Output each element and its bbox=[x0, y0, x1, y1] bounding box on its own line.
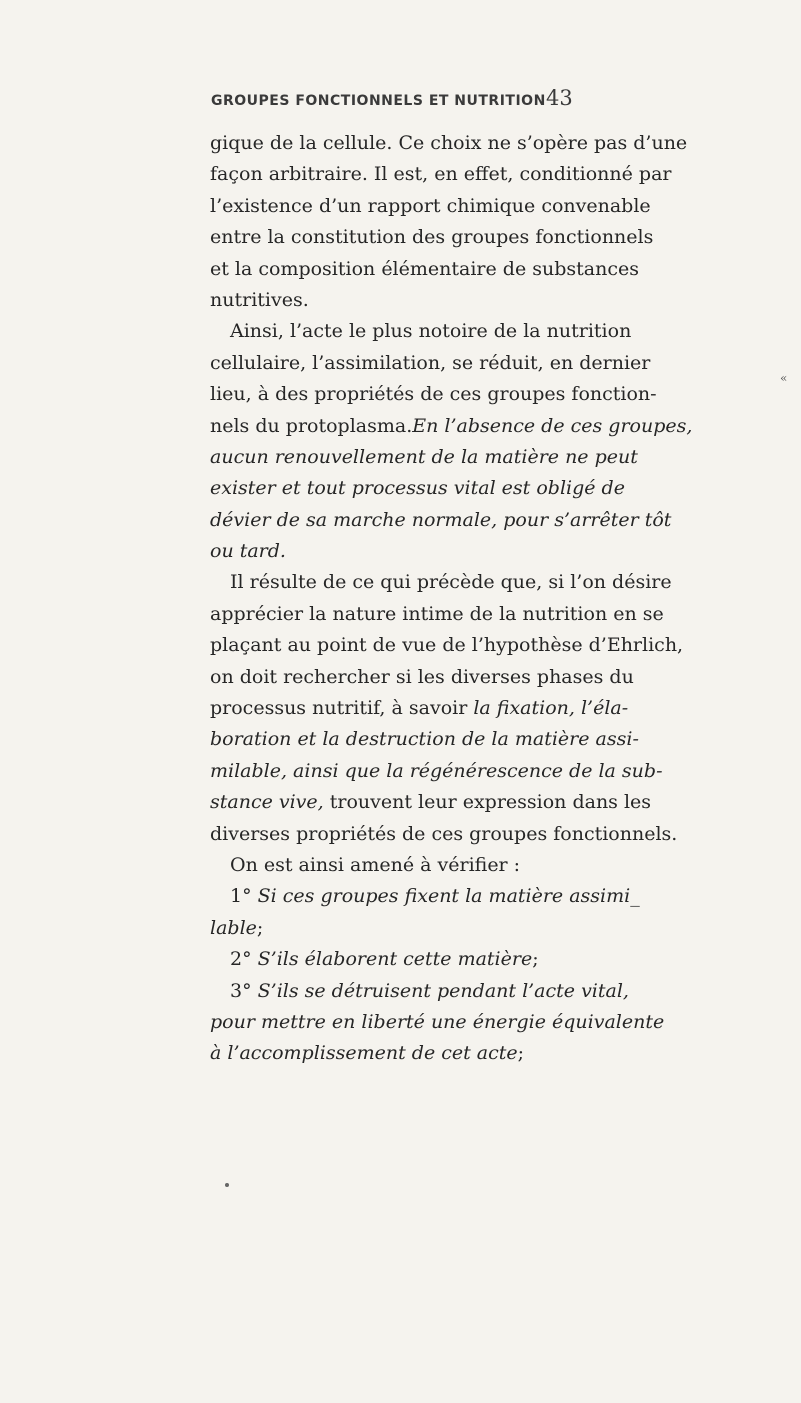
list-item: 3° S’ils se détruisent pendant l’acte vital, bbox=[230, 979, 629, 1002]
text-line: nutritives. bbox=[210, 288, 309, 311]
text-line: dévier de sa marche normale, pour s’arrêter tôt bbox=[210, 508, 672, 531]
text-line: l’existence d’un rapport chimique convenable bbox=[210, 194, 651, 217]
text-line: nels du protoplasma.En l’absence de ces groupes, bbox=[210, 414, 693, 437]
stray-mark bbox=[225, 1183, 229, 1187]
text-line: On est ainsi amené à vérifier : bbox=[230, 853, 521, 876]
text-line: ou tard. bbox=[210, 540, 286, 563]
text-line: apprécier la nature intime de la nutrition en se bbox=[210, 602, 664, 625]
list-item-continuation: à l’accomplissement de cet acte; bbox=[210, 1042, 525, 1065]
list-item-continuation: pour mettre en liberté une énergie équivalente bbox=[210, 1010, 665, 1033]
paragraph-2 bbox=[210, 316, 693, 567]
text-line: milable, ainsi que la régénérescence de la sub- bbox=[210, 759, 663, 782]
paragraph-3 bbox=[210, 567, 684, 850]
text-line: façon arbitraire. Il est, en effet, conditionné par bbox=[210, 163, 672, 186]
text-line: Il résulte de ce qui précède que, si l’on désire bbox=[230, 571, 672, 594]
page-number: 43 bbox=[546, 86, 573, 110]
text-line: cellulaire, l’assimilation, se réduit, en dernier bbox=[210, 351, 651, 374]
text-line: exister et tout processus vital est obligé de bbox=[210, 477, 625, 500]
list-item: 2° S’ils élaborent cette matière; bbox=[230, 948, 539, 971]
paragraph-1 bbox=[210, 128, 688, 316]
text-line: stance vive, trouvent leur expression dans les bbox=[210, 791, 652, 814]
text-line: gique de la cellule. Ce choix ne s’opère pas d’une bbox=[210, 132, 688, 154]
text-line: diverses propriétés de ces groupes fonctionnels. bbox=[210, 822, 678, 845]
text-line: boration et la destruction de la matière assi- bbox=[210, 728, 639, 751]
text-line: on doit rechercher si les diverses phases du bbox=[210, 665, 634, 688]
text-line: processus nutritif, à savoir la fixation, l’éla- bbox=[210, 697, 629, 720]
text-line: Ainsi, l’acte le plus notoire de la nutrition bbox=[230, 320, 632, 343]
list-item-continuation: lable; bbox=[210, 916, 264, 939]
body-text bbox=[210, 128, 693, 1070]
text-line: et la composition élémentaire de substances bbox=[210, 257, 639, 280]
list-item: 1° Si ces groupes fixent la matière assimi_ bbox=[230, 885, 640, 908]
text-line: entre la constitution des groupes fonctionnels bbox=[210, 226, 654, 249]
running-header: GROUPES FONCTIONNELS ET NUTRITION bbox=[211, 93, 546, 109]
enumerated-list bbox=[210, 881, 665, 1069]
paragraph-4 bbox=[210, 850, 546, 881]
text-line: lieu, à des propriétés de ces groupes fonction- bbox=[210, 383, 657, 406]
margin-mark: « bbox=[780, 371, 788, 385]
text-line: aucun renouvellement de la matière ne peut bbox=[210, 445, 638, 468]
text-line: plaçant au point de vue de l’hypothèse d’Ehrlich, bbox=[210, 634, 684, 657]
